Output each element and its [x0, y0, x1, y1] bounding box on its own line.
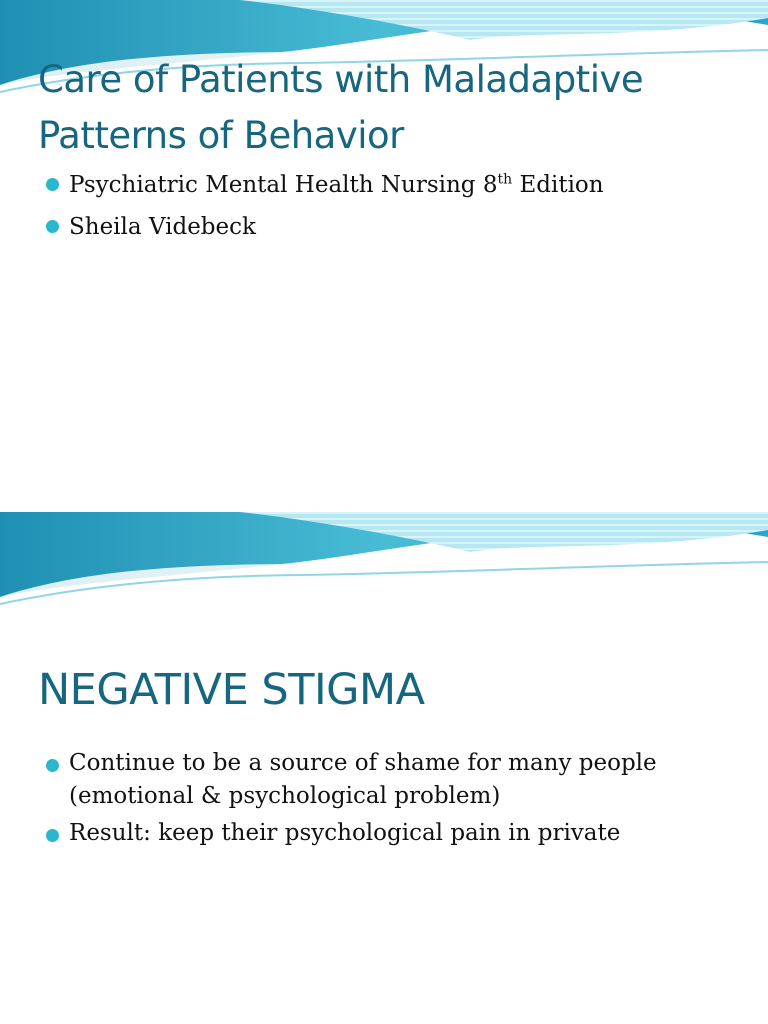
- bullet-text: Result: keep their psychological pain in private: [69, 820, 621, 846]
- bullet-list: [46, 166, 746, 250]
- bullet-item: [46, 817, 726, 850]
- bullet-superscript: th: [497, 171, 513, 188]
- bullet-list: [46, 747, 726, 854]
- slide-2: [0, 512, 768, 1024]
- slide-title: Care of Patients with Maladaptive Patterns of Behavior: [38, 58, 644, 157]
- bullet-text: Sheila Videbeck: [69, 214, 256, 240]
- bullet-icon: [46, 829, 59, 842]
- bullet-item: [46, 208, 746, 246]
- bullet-item: [46, 166, 746, 204]
- bullet-text: Continue to be a source of shame for many people (emotional & psychological problem): [69, 750, 657, 809]
- bullet-text-suffix: Edition: [512, 172, 604, 198]
- bullet-icon: [46, 178, 59, 191]
- slide-title: NEGATIVE STIGMA: [38, 665, 425, 715]
- bullet-icon: [46, 759, 59, 772]
- bullet-icon: [46, 220, 59, 233]
- bullet-item: [46, 747, 726, 813]
- bullet-text: Psychiatric Mental Health Nursing 8: [69, 172, 498, 198]
- header-wave-decoration: [0, 512, 768, 612]
